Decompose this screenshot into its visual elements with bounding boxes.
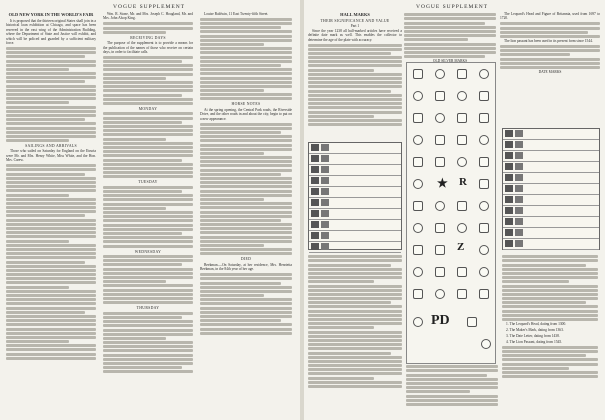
right-page bbox=[304, 0, 605, 420]
date-letter-table-right bbox=[502, 128, 600, 250]
right-column-3 bbox=[500, 12, 600, 92]
left-column-2 bbox=[103, 12, 193, 416]
britannia-text: The Leopard's Head and Figure of Britannia, used from 1697 to 1720. bbox=[500, 12, 600, 21]
running-head-right: VOGUE SUPPLEMENT bbox=[416, 4, 489, 10]
column-intro: Louise Baldwin, 11 East Twenty-fifth Street. bbox=[204, 12, 269, 16]
running-head-left: VOGUE SUPPLEMENT bbox=[113, 4, 186, 10]
list-item: 3. The Date Letter, dating from 1438. bbox=[506, 334, 560, 338]
section-heading: RECEIVING DAYS bbox=[130, 35, 166, 40]
horse-notes-text: At the spring opening, the Central Park roads, the Riverside Drive, and the other roads in and about the city, begin to put on a new appearance. bbox=[200, 107, 292, 121]
day-heading: MONDAY bbox=[138, 106, 158, 111]
left-column-3 bbox=[200, 12, 292, 416]
column-intro: Wm. R. Stone, Mr. and Mrs. Joseph C. Hoagland, Mr. and Mrs. John Alsop King. bbox=[103, 12, 193, 21]
pd-monogram: PD bbox=[431, 313, 450, 328]
left-page bbox=[0, 0, 300, 420]
hallmarks-intro: Since the year 1238 all hall-marked articles have received a definite date mark as well. This enables the collector to determine the age of the plate with accuracy. bbox=[308, 28, 402, 42]
list-item: 1. The Leopard's Head, dating from 1300. bbox=[506, 322, 567, 327]
receiving-note: The purpose of the supplement is to provide a means for the publication of the names of those who receive on certain days, in order to facilitate calls. bbox=[103, 41, 193, 54]
letter-r-mark: R bbox=[459, 176, 467, 188]
letter-z-mark: Z bbox=[457, 241, 465, 253]
date-letter-table-left bbox=[308, 142, 402, 250]
day-heading: TUESDAY bbox=[138, 180, 158, 185]
star-mark: ★ bbox=[437, 176, 448, 190]
lion-text: The lion passant has been used in its present form since 1544. bbox=[504, 39, 593, 44]
list-item: 4. The Lion Passant, dating from 1545. bbox=[506, 339, 563, 344]
article-intro: It is proposed that the thirteen original States shall join in a historical loan exhibition at Chicago, and space has been reserved in the east wing of the Administration Building, where the Department of State and Justice will exhibit, and which will be policed and guarded by a sufficient military force. bbox=[6, 19, 96, 46]
right-column-1 bbox=[308, 12, 402, 152]
part-label: Part 1 bbox=[350, 24, 360, 29]
article-heading: HALL MARKS bbox=[340, 12, 370, 17]
article-heading: OLD NEW YORK IN THE WORLD'S FAIR bbox=[8, 12, 94, 17]
hallmark-plate bbox=[406, 62, 496, 364]
day-heading: THURSDAY bbox=[136, 306, 160, 311]
right-column-2-lower bbox=[406, 364, 498, 416]
section-heading: SAILINGS AND ARRIVALS bbox=[25, 144, 77, 149]
day-heading: WEDNESDAY bbox=[134, 249, 162, 254]
plate-title: DATE MARKS bbox=[538, 70, 562, 75]
section-heading: HORSE NOTES bbox=[231, 102, 261, 107]
sailing-text: Those who sailed on Saturday for England on the Etruria were Mr. and Mrs. Henry White, Miss White, and the Hon. Mrs. Carew. bbox=[6, 149, 96, 163]
died-text: Beekman.—On Saturday, at her residence, Mrs. Henrietta Beekman, in the 84th year of her age. bbox=[200, 262, 292, 272]
article-subheading: THEIR SIGNIFICANCE AND VALUE bbox=[320, 19, 390, 23]
right-column-1-lower bbox=[308, 254, 402, 416]
right-column-3-lower bbox=[502, 254, 598, 416]
list-item: 2. The Maker's Mark, dating from 1363. bbox=[506, 328, 564, 333]
left-column-1 bbox=[6, 12, 96, 416]
section-heading: DIED bbox=[240, 257, 252, 262]
